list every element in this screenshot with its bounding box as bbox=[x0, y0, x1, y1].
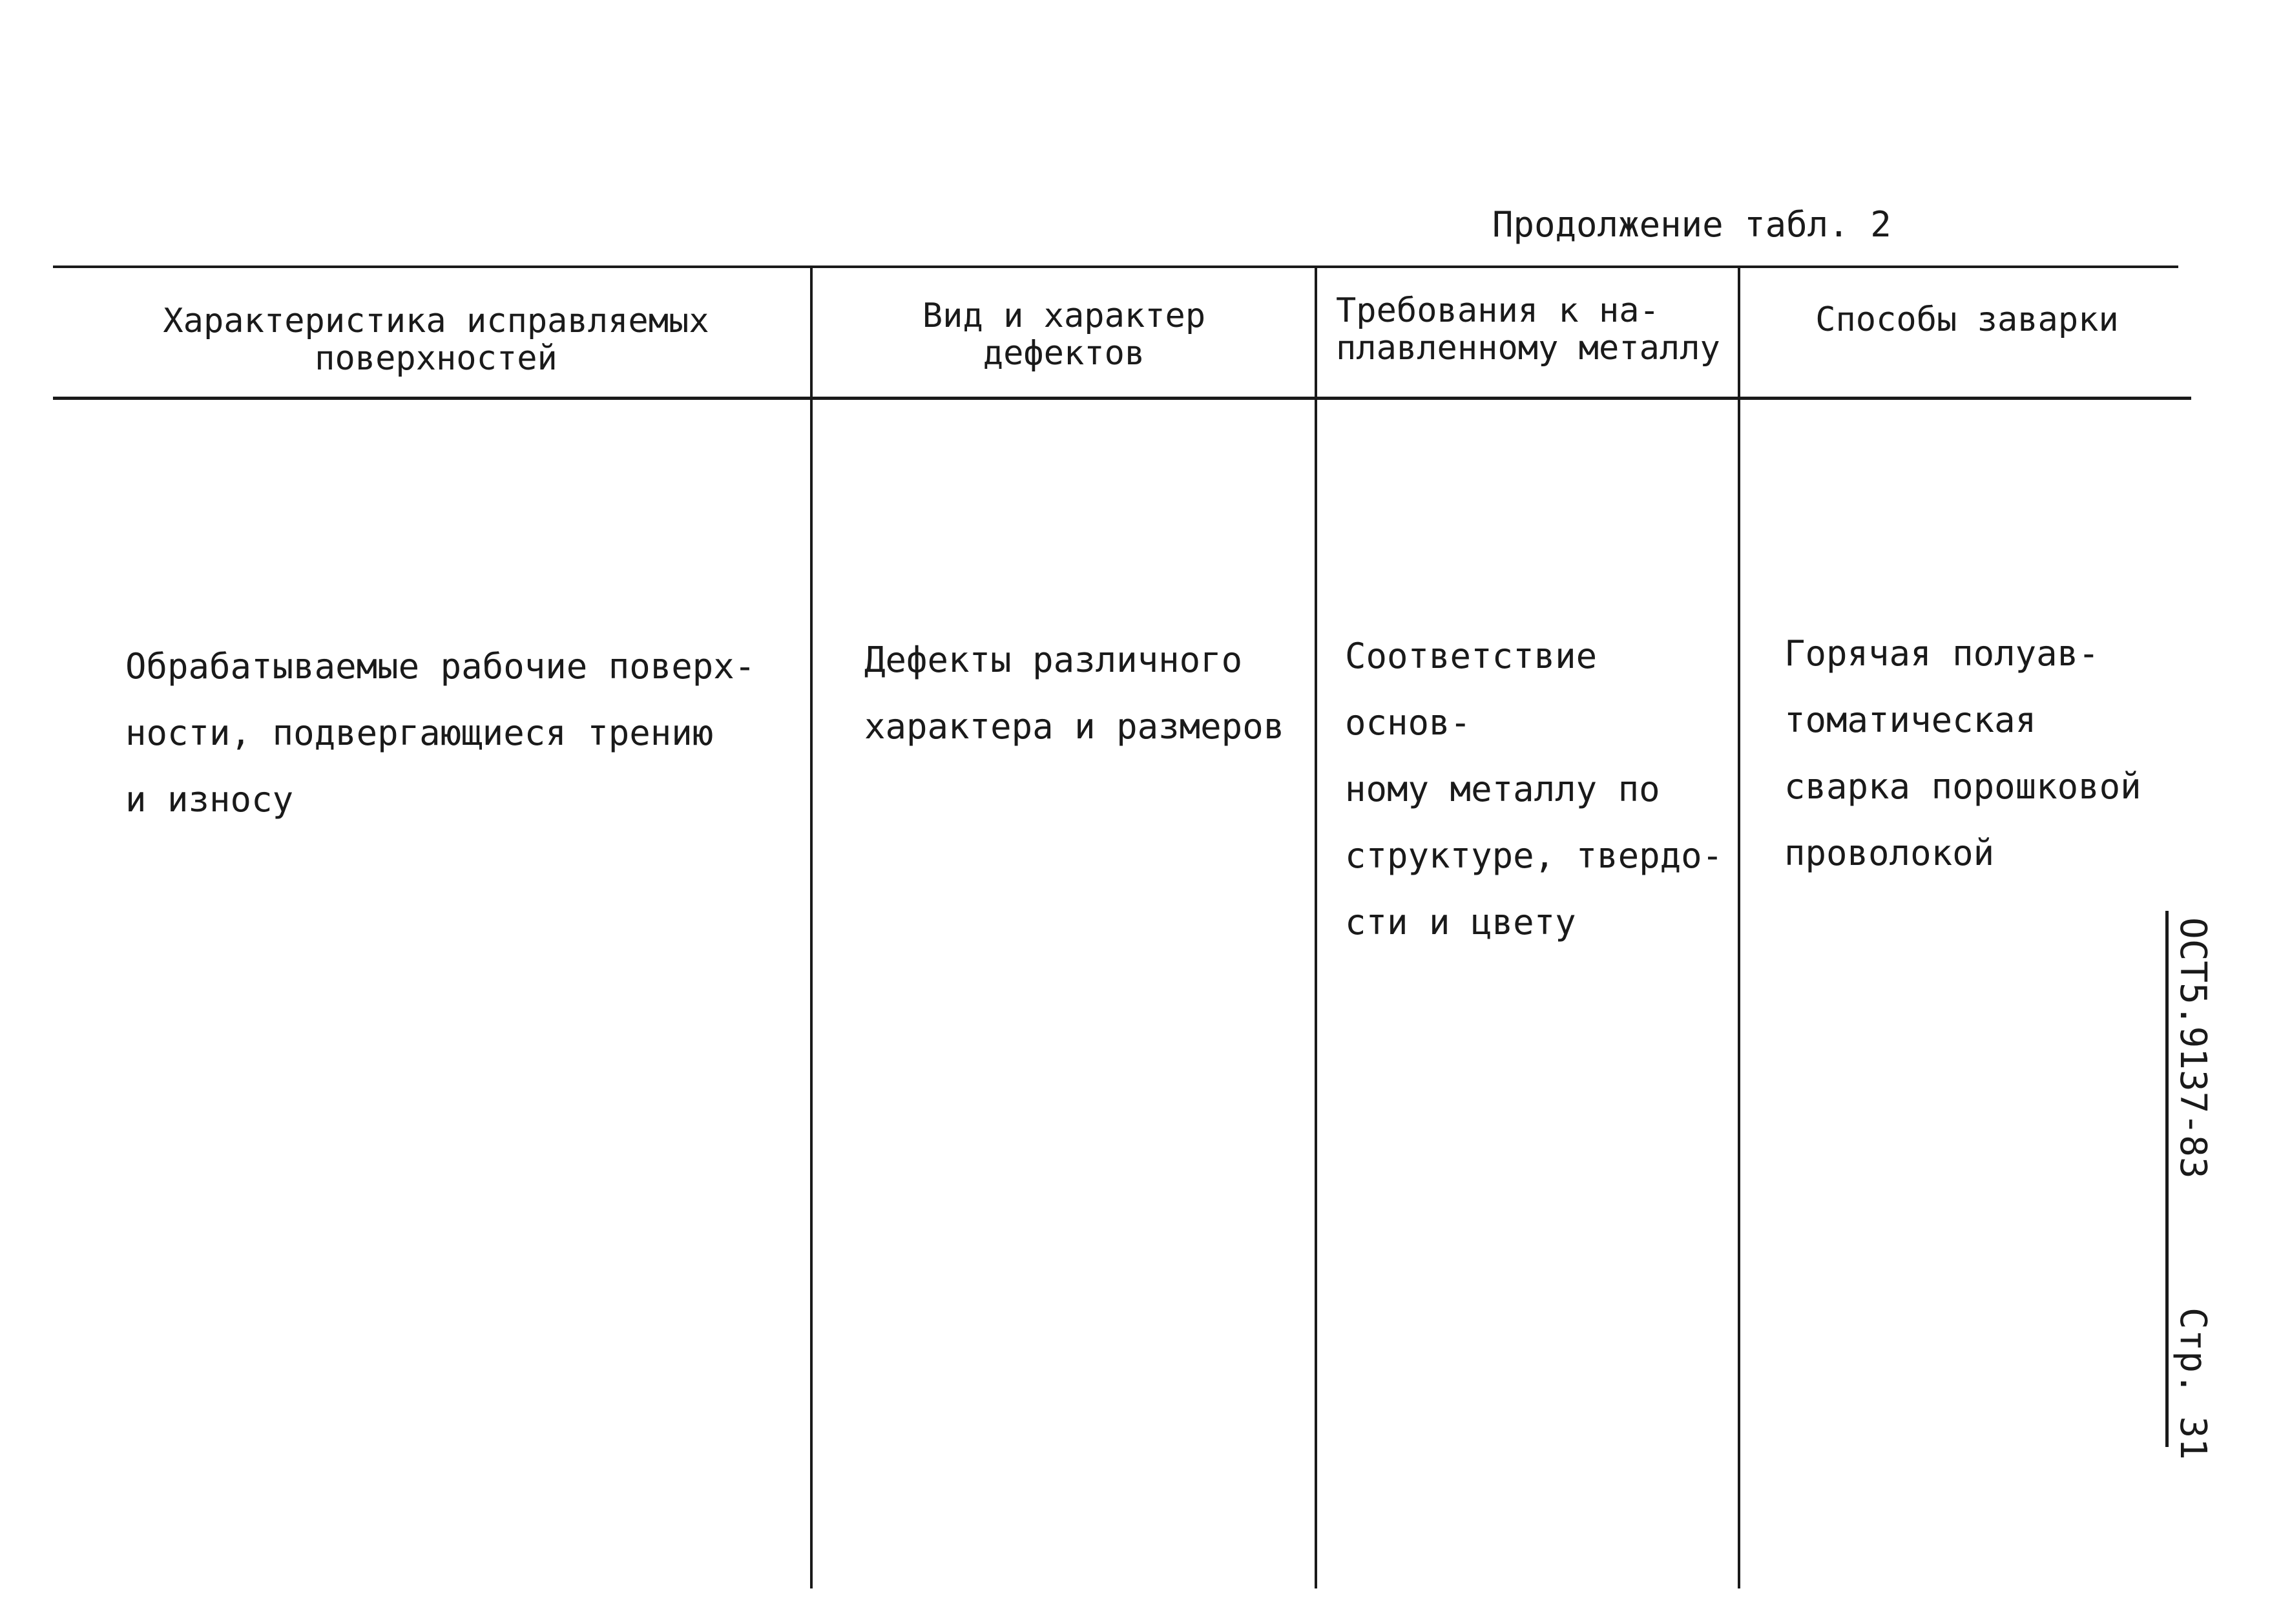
column-divider-1 bbox=[810, 265, 813, 1588]
continuation-label: Продолжение табл. 2 bbox=[1492, 204, 1891, 245]
header-metal-requirements: Требования к на- плавленному металлу bbox=[1336, 291, 1720, 368]
cell-surface-characteristics: Обрабатываемые рабочие поверх- ности, подвергающиеся трению и износу bbox=[125, 646, 756, 820]
side-stamp bbox=[2163, 917, 2222, 1460]
document-code: ОСТ5.9137-83 bbox=[2172, 917, 2214, 1179]
header-welding-methods: Способы заварки bbox=[1815, 300, 2119, 339]
cell-defect-type: Дефекты различного характера и размеров bbox=[864, 640, 1285, 747]
cell-welding-methods: Горячая полуав- томатическая сварка порошковой проволокой bbox=[1784, 633, 2141, 873]
header-surface-characteristics: Характеристика исправляемых поверхностей bbox=[163, 302, 709, 378]
header-defect-type: Вид и характер дефектов bbox=[922, 297, 1206, 373]
page-number: Стр. 31 bbox=[2172, 1307, 2214, 1460]
column-divider-3 bbox=[1738, 265, 1740, 1588]
column-divider-2 bbox=[1315, 265, 1317, 1588]
cell-metal-requirements: Соответствие основ- ному металлу по структуре, твердо- сти и цвету bbox=[1345, 636, 1724, 942]
header-bottom-rule bbox=[53, 397, 2191, 400]
table-top-rule bbox=[53, 265, 2178, 268]
